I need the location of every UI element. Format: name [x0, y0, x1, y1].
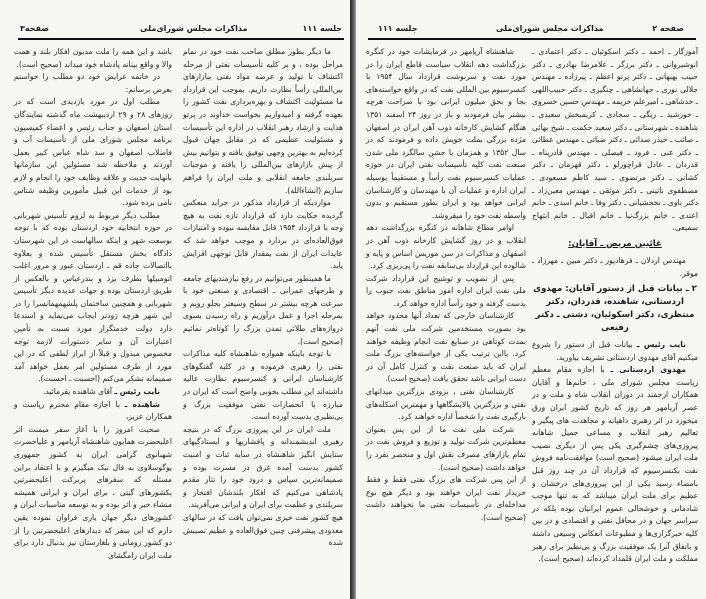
speech-paragraph	[532, 364, 698, 566]
paragraph: کارشناسان خارجی که تعداد آنها محدود خواهد بود بصورت مستخدمین شرکت ملی نفت آنهم بمدت کوتاهی در صنایع نفت انجام وظیفه خواهند کرد. بااین ترتیب یکی از خواسته‌های بزرگ ملت ایران که باید صنعت نفت و کنترل کامل آن در دست ایرانی باشد تحقق یافت (صحیح است).	[366, 311, 526, 384]
paragraph: آموزگار ـ احمد ـ دکتر اسکوئیان ـ دکتر اعتمادی ـ انوشیروانی ـ دکتر برزگر ـ غلامرضا بهادری ـ دکتر حبیب بهبهانی ـ دکتر پرتو اعظم ـ پیرزاده ـ مهندس جلالی نوری ـ جهانشاهی ـ چنگیزی ـ دکتر حبیب‌اللهی ـ خدشاهی ـ امیرعلم خزیمه ـ مهندس حسین خسروی ـ خورشید ـ ریگی ـ سجادی ـ کریمبخش سعیدی ـ شاهنده ـ شهرستانی ـ دکتر سعید حکمت ـ شیخ بهائی ـ صائب ـ حیدر صدائی ـ دکتر ضیائی ـ مهندس عطائی ـ دکتر غنی ـ فرود ـ فیصلی ـ مهندس قادرپناه ـ قدردان ـ عادل قراچورلو ـ دکتر قهرمان ـ دکتر کشانی ـ دکتر مرتضوی ـ سید کاظم مسعودی ـ مصطفوی نائینی ـ دکتر موثقی ـ مهندس معین‌زاد ـ دکتر ناوی ـ نخجشیانی ـ دکتر وفا ـ خانم اسدی ـ خانم اعتدی ـ خانم بزرگ‌نیا ـ خانم اقبال ـ خانم ابتهاج سمیعی.	[532, 47, 698, 233]
text-column-left	[366, 46, 526, 525]
left-page	[0, 0, 352, 599]
page-number: صفحه۳	[20, 24, 49, 33]
text-column-right	[183, 46, 343, 550]
running-title: مذاکرات مجلس شورای‌ملی	[140, 24, 248, 33]
paragraph: باشد و این همه را ملت مدیون افکار بلند و همت والا و واقع بینانه پادشاه خود میداند (صحیح است).	[14, 47, 172, 69]
session-number: جلسه ۱۱۱	[302, 24, 342, 33]
speech-text: با اجازه مقام محترم ریاست و همکاران عزیز،	[14, 399, 172, 422]
paragraph: ملت ایران در این پیروزی بزرگ که در نتیجه رهبری اندیشمندانه و پافشاریها و ایستادگیهای ستایش انگیز شاهنشاه در سایه ثبات و امنیت کشور بدست آمده غرق در مسرت بوده و صمیمانه‌ترین سپاس و درود خود را نثار مقدم پادشاهی می‌کنیم که افکار بلندشان افتخار و سربلندی و عظمت برای ایران و ایرانی می‌آفریند.	[183, 424, 343, 510]
page-number: صفحه ۲	[652, 24, 684, 33]
paragraph: ما دیگر بطور مطلق صاحب نفت خود در تمام مراحل بوده ، و بر کلیه تأسیسات نفتی از مرحله اکتشاف تا تولید و عرضه مواد نفتی ببازارهای بین‌المللی رأساً نظارت داریم. بموجب این قرارداد ما مسئولیت اکتشاف و بهره‌برداری نفت کشور را بعهده گرفته و امیدواریم بخواست خداوند در پرتو هدایت و ارشاد رهبر انقلاب در اداره این تأسیسات و مسئولیت عظیمی که در مقابل جهان قبول کرده‌ایم به بهترین وجهی توفیق یافته و بتوانیم بیش از پیش بازارهای بین‌المللی را یافته و موجبات سربلندی جامعه انقلابی و ملت ایران را فراهم سازیم (انشاءالله).	[183, 47, 343, 195]
paragraph: مواردیکه از قرارداد مذکور در جراید منعکس گردیده حکایت دارد که قرارداد تازه نفت به هیچ وجه با قرارداد ۱۹۵۴ قابل مقایسه نبوده و امتیازات فوق‌العاده‌ای در بردارد و موجب خواهد شد که عایدات ایران از نفت بمقدار قابل توجهی افزایش یابد.	[183, 198, 343, 271]
speaker-name: نایب رئیس ـ	[636, 340, 686, 350]
speech-paragraph	[532, 339, 698, 364]
paragraph: در خاتمه عرایض خود دو مطلب را خواستم بعرض برسانم:	[14, 72, 172, 94]
section-heading: غائبین مریض ـ آقایان:	[568, 238, 662, 249]
speaker-name: نایب رئیس ـ	[114, 387, 160, 397]
speech-text: آقای شاهنده بفرمائید.	[42, 387, 113, 397]
paragraph: پس از تصویب و توشیح این قرارداد شرکت ملی نفت ایران اداره امور مناطق نفت جنوب را بدست گرفته و خود رأساً اداره خواهد کرد.	[366, 273, 526, 308]
paragraph: ما همینطور می‌توانیم در رفع نیازمندیهای جامعه و طرحهای عمرانی ـ اقتصادی و صنعتی خود با سرعت هرچه بیشتر در سطح وسیعتر بجلو رویم و بمرحله اجرا و عمل درآوریم و راه رسیدن بسوی دروازه‌های طلائی تمدن بزرگ را کوتاه‌تر نمائیم (صحیح است).	[183, 273, 343, 346]
section-heading: ۲ ـ بیانات قبل از دستور آقایان: مهدوی اردستانی، شاهنده، قدردان، دکتر منتظری، دکتر اسکوئیان، دشتی ـ دکتر رفیعی	[533, 284, 697, 334]
running-title: مذاکرات مجلس شورای‌ملی	[496, 24, 604, 33]
speech-text: بیانات قبل از دستور را شروع میکنیم آقای مهدوی اردستانی تشریف بیاورید.	[532, 340, 698, 362]
header-rule	[368, 38, 696, 40]
paragraph: کارشناسان نفتی ، بزودی بزرگترین میدانهای نفتی و بزرگترین پالایشگاهها و مهمترین اسکله‌های بارگیری نفت را شخصاً اداره خواهند کرد.	[366, 387, 526, 422]
right-page	[356, 0, 706, 599]
text-column-left	[14, 46, 172, 562]
paragraph: شاهنشاه آریامهر در فرمایشات خود در کنگره بزرگداشت دهه انقلاب سیاست قاطع ایران را در مورد نفت و سرنوشت قرارداد سال ۱۹۵۴ با کنسرسیوم بین المللی نفت که در واقع خواسته‌های بجا و بحق میلیون ایرانی بود با صراحت هرچه بیشتر بیان فرمودند و باز در روز ۲۴ اسفند ۱۳۵۱ هنگام گشایش کارخانه ذوب آهن ایران در اصفهان مژده بزرگی بملت خویش داده و فرمودند که در سال ۱۳۵۲ و همزمان با جشن سالگرد ملی شدن صنعت نفت کلیه تأسیسات نفتی ایران در حوزه عملیات کنسرسیوم نفت رأساً و مستقیماً بوسیله ایران اداره و عملیات آن با مهندسان و کارشناسان ایرانی خواهد بود و ایران بطور مستقیم و بدون واسطه نفت خود را میفروشد.	[366, 47, 527, 220]
text-column-right	[532, 46, 698, 566]
paragraph: صحبت امروز را با آغاز سفر میمنت اثر اعلیحضرت همایون شاهنشاه آریامهر و علیاحضرت شهبانوی گرامی ایران به کشور جمهوری یوگوسلاوی به فال نیک میگیرم و با اعتقاد براین مسئله که سفرهای پربرکت اعلیحضرتین بکشورهای گیتی ، برای ایران و ایرانی همیشه منشاء خیر و اثر بوده و به توسعه مناسبات ایران و کشورهای دیگر جهان یاری فراوان نموده یقین دارم که این سفر که دیدارهای اعلیحضرتین را از دو کشور رومانی و بلغارستان نیز بدنبال دارد برای ملت ایران رامگشای	[14, 424, 172, 560]
paragraph: مطلب اول در مورد بازدیدی است که در روزهای ۲۸ و ۲۹ اردیبهشت ماه گذشته نمایندگان استان اصفهان و جناب رئیس و اعضاء کمیسیون برنامه مجلس شورای ملی از تأسیسات آب و فاضلاب اصفهان و سد شاه عباس کبیر بعمل آوردند و ملاحظه شد مسئولین این سازمانها بانهایت جدیت و علاقه وظایف خود را انجام و لازم بود از خدمات این قبیل مأمورین وظیفه شناس نامی برده شود.	[14, 97, 172, 208]
paragraph: اوامر مطاع شاهانه در کنگره بزرگداشت دهه انقلاب و در روز گشایش کارخانه ذوب آهن در اصفهان و مذاکرات در سن موریس اساس و پایه و شالوده این قرارداد بی‌سابقه نفت را پی‌ریزی کرد.	[366, 223, 526, 271]
paragraph: از این پس شرکت های بزرگ نفتی فقط و فقط خریدار نفت ایران خواهند بود و دیگر هیچ نوع مداخله‌ای در تأسیسات نفتی ما نخواهند داشت (صحیح است).	[366, 475, 526, 522]
paragraph: مهندس اردلان ـ فرهادپور ـ دکتر مبین ـ مهرزاد ـ موقر.	[532, 255, 698, 278]
speaker-name: مهدوی اردستانی ـ	[610, 365, 686, 375]
speech-paragraph	[14, 386, 172, 399]
paragraph: شرکت ملی نفت ما از این پس بعنوان معظم‌ترین شرکت تولید و توزیع و فروش نفت در تمام بازارهای مصرف نقش اول و منحصر بفرد را خواهد داشت (صحیح است).	[366, 424, 526, 472]
speaker-name: شاهنده ـ	[124, 399, 160, 409]
paragraph: با توجه باینکه همواره شاهنشاه کلیه مذاکرات نفتی را رهبری فرموده و در کلیه گفتگوهای کارشناسان ایرانی و کنسرسیوم نظارت عالیه داشته‌اند این مطلب بخوبی واضح است که ایران در مبارزه با انحصارات نفتی موفقیت بزرگ و بی‌نظیری بدست آورده است.	[183, 349, 343, 422]
speech-text: با اجازه مقام معظم ریاست مجلس شورای ملی ، خانم‌ها و آقایان همکاران ارجمند در دوران انقلاب شاه و ملت و در عصر آریامهر هر روز که تاریخ کشور ایران ورق میخورد در اثر رهبری داهیانه و مجاهدت های پیگیر و تعالیم رهبر انقلاب و مساعی جمیل شاهانه پیروزی‌های چشم‌گیری یکی پس از دیگری نصیب ملت ایران میشود (صحیح است) موافقت‌نامه فروش نفت بکنسرسیوم که قرارداد آن در چند روز قبل بامضاء رسید یکی از این پیروزی‌های درخشان و عظیم برای ملت ایران میباشد که نه تنها موجب شادمانی و خوشحالی عموم ایرانیان بوده بلکه در سراسر جهان و در محافل نفتی و اقتصادی و در بین کلیه خبرگزاری‌ها و مطبوعات انعکاس وسیعی داشته و باتفاق آنرا یک موفقیت بزرگ و بی‌نظیر برای رهبر مملکت و ملت ایران قلمداد کرده‌اند (صحیح است).	[532, 365, 698, 564]
paragraph: هیچ کشور نفت خیزی نمی‌توان یافت که در سالهای معدودی پیشرفتی چنین فوق‌العاده و عظیم نصیبش شده	[183, 512, 343, 548]
session-number: جلسه ۱۱۱	[378, 24, 418, 33]
paragraph: مطلب دیگر مربوط به لزوم تأسیس شهربانی در حوزه انتخابیه خود اردستان بوده که با توجه بوسعت شهر و اینکه سالهاست در این شهرستان دادگاه بخش مستقل تأسیس شده و بعلاوه بااتصالات جاده قم ـ اردستان عبور و مرور اغلب اتومبیلها بطرف یزد و بندرعباس و بالعکس از طریق اردستان بوده و جهات عدیده دیگر تأسیس شهربانی و همچنین ساختمان پلشهمهمانسرا را در این شهر هرچه زودتر ایجاب می‌نماید و استدعا دارد دولت خدمتگزار مورد نسبت به تأمین اعتبارات آن و سایر دستورات لازمه توجه مخصوص مبذول و قبلاً از ابراز لطفی که در این مورد از طرف مسئولین امر بعمل خواهد آمد صمیمانه تشکر می‌کنم (احسنت ـ احسنت).	[14, 210, 172, 384]
speech-paragraph	[14, 399, 172, 424]
header-rule	[18, 38, 344, 40]
